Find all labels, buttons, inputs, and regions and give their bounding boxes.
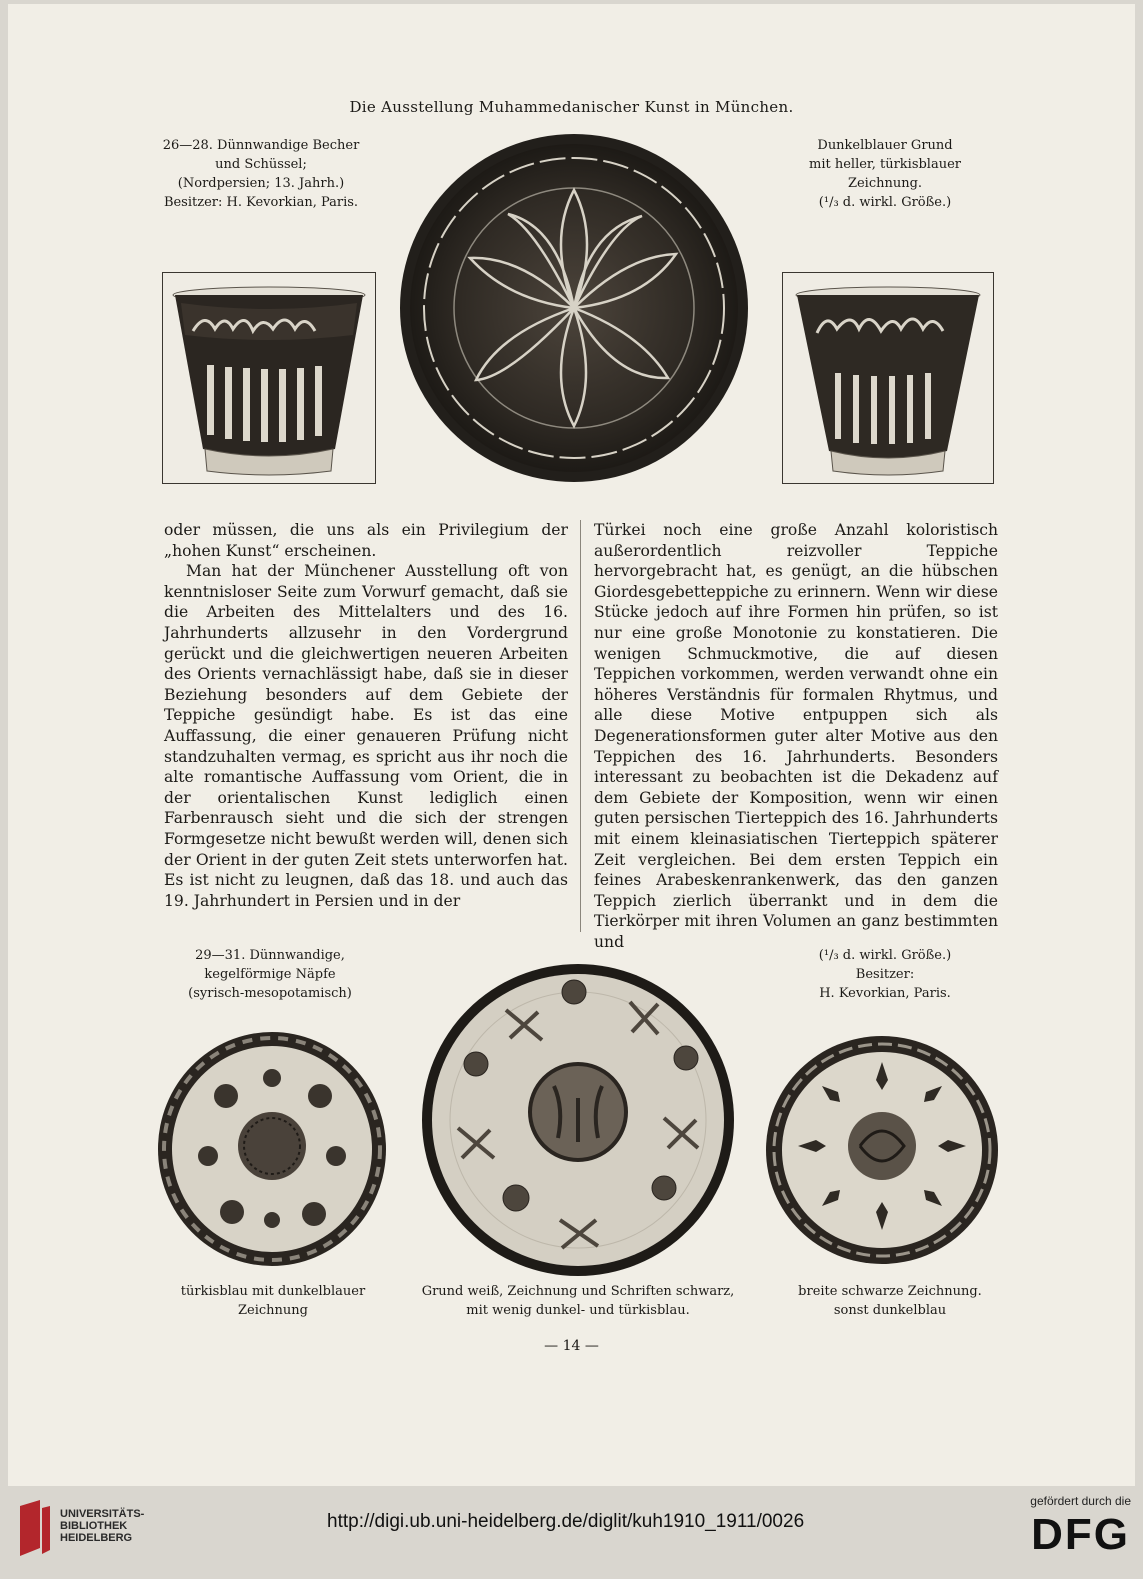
beaker-photo-left — [162, 272, 376, 484]
digitization-footer — [0, 1486, 1143, 1579]
library-logo-icon — [14, 1498, 54, 1560]
text-column-left — [164, 520, 568, 911]
column-divider — [580, 520, 581, 932]
caption-bottom-right: breite schwarze Zeichnung. sonst dunkelblau — [798, 1284, 982, 1318]
bowl-photo-bottom-right — [764, 1034, 1000, 1266]
running-header: Die Ausstellung Muhammedanischer Kunst in München. — [349, 98, 794, 116]
paragraph: Türkei noch eine große Anzahl koloristisch außerordentlich reizvoller Teppiche hervorgebracht hat, es genügt, an die hübschen Giordesgebetteppiche zu erinnern. Wenn wir diese Stücke jedoch auf ihre Formen hin prüfen, so ist nur eine große Monotonie zu konstatieren. Die wenigen Schmuckmotive, die auf diesen Teppichen vorkommen, werden verwandt ohne ein höheres Verständnis für formalen Rhytmus, und alle diese Motive entpuppen sich als Degenerationsformen guter alter Motive aus den Teppichen des 16. Jahrhunderts. Besonders interessant zu beobachten ist die Dekadenz auf dem Gebiete der Komposition, wenn wir einen guten persischen Tierteppich des 16. Jahrhunderts mit einem kleinasiatischen Tierteppich späterer Zeit vergleichen. Bei dem ersten Teppich ein feines Arabeskenrankenwerk, das den ganzen Teppich zierlich überrankt und in dem die Tierkörper mit ihren Volumen an ganz bestimmten und — [594, 521, 998, 951]
bowl-bottom-center-image — [420, 962, 736, 1278]
bowl-bottom-right-image — [764, 1034, 1000, 1266]
caption-bottom-center: Grund weiß, Zeichnung und Schriften schwarz, mit wenig dunkel- und türkisblau. — [421, 1284, 735, 1318]
paragraph: Man hat der Münchener Ausstellung oft von kenntnisloser Seite zum Vorwurf gemacht, daß sie die Arbeiten des Mittelalters und des 16. Jahrhunderts allzusehr in den Vordergrund gerückt und die gleichwertigen neueren Arbeiten des Orients vernachlässigt habe, daß sie in dieser Beziehung besonders auf dem Gebiete der Teppiche gesündigt habe. Es ist das eine Auffassung, die einer genaueren Prüfung nicht standzuhalten vermag, es spricht aus ihr noch die alte romantische Auffassung vom Orient, die in der orientalischen Kunst lediglich einen Farbenrausch sieht und die sich der strengen Formgesetze nicht bewußt werden will, denen sich der Orient in der guten Zeit stets unterworfen hat. Es ist nicht zu leugnen, daß das 18. und auch das 19. Jahrhundert in Persien und in der — [164, 562, 568, 910]
paragraph: oder müssen, die uns als ein Privilegium der „hohen Kunst“ erscheinen. — [164, 521, 568, 560]
caption-bottom-left: türkisblau mit dunkelblauer Zeichnung — [180, 1284, 366, 1318]
bowl-top-image — [398, 130, 750, 486]
caption-top-left: 26—28. Dünnwandige Becher und Schüssel; (Nordpersien; 13. Jahrh.) Besitzer: H. Kevorkian, Paris. — [162, 138, 360, 210]
text-column-right — [594, 520, 998, 952]
library-name: UNIVERSITÄTS- BIBLIOTHEK HEIDELBERG — [60, 1508, 145, 1544]
caption-mid-right: (¹/₃ d. wirkl. Größe.) Besitzer: H. Kevorkian, Paris. — [818, 948, 952, 1001]
caption-mid-left: 29—31. Dünnwandige, kegelförmige Näpfe (syrisch-mesopotamisch) — [188, 948, 352, 1001]
beaker-photo-right — [782, 272, 994, 484]
permalink-url[interactable]: http://digi.ub.uni-heidelberg.de/diglit/kuh1910_1911/0026 — [327, 1511, 805, 1532]
bowl-photo-bottom-center — [420, 962, 736, 1278]
page-number: — 14 — — [544, 1338, 599, 1354]
caption-top-right: Dunkelblauer Grund mit heller, türkisblauer Zeichnung. (¹/₃ d. wirkl. Größe.) — [809, 138, 961, 210]
bowl-photo-top — [398, 130, 750, 486]
bowl-bottom-left-image — [156, 1030, 388, 1268]
sponsor-text: gefördert durch die — [1030, 1494, 1131, 1508]
beaker-left-image — [163, 273, 375, 483]
bowl-photo-bottom-left — [156, 1030, 388, 1268]
beaker-right-image — [783, 273, 993, 483]
dfg-logo: DFG — [1031, 1510, 1130, 1559]
